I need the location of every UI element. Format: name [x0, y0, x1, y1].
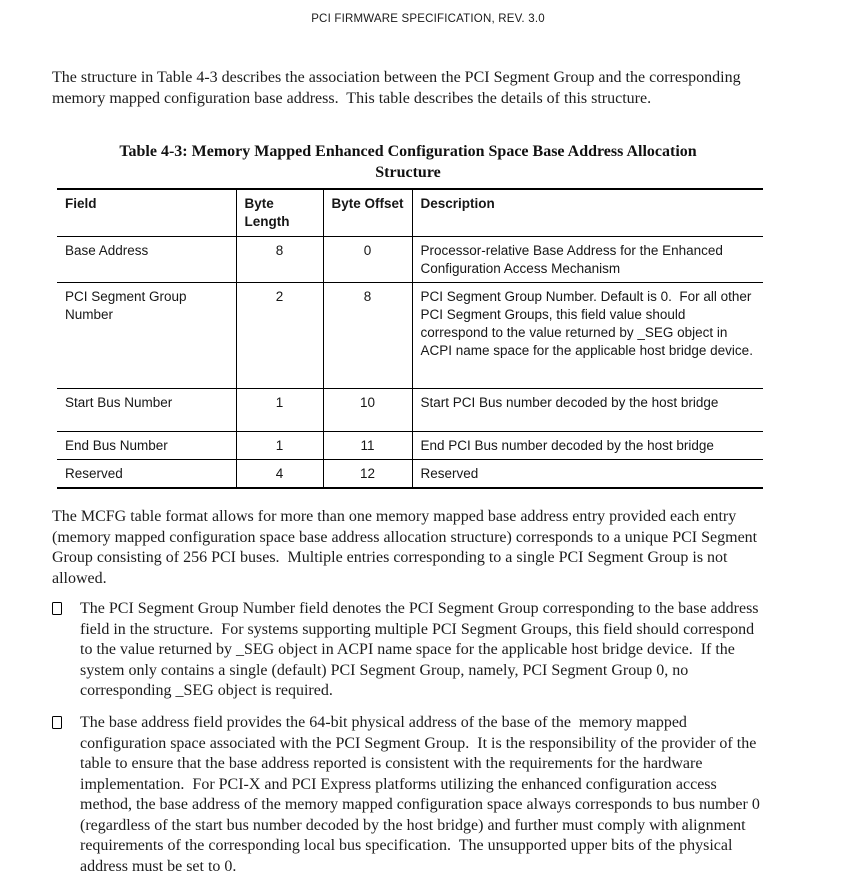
cell-byte-offset: 0 — [323, 236, 412, 282]
structure-table — [57, 188, 763, 489]
running-header: PCI FIRMWARE SPECIFICATION, REV. 3.0 — [311, 13, 545, 25]
open-square-bullet-icon — [52, 599, 80, 615]
cell-description: End PCI Bus number decoded by the host bridge — [412, 431, 763, 459]
cell-description: PCI Segment Group Number. Default is 0. For all other PCI Segment Groups, this field value should correspond to the value returned by _SEG object in ACPI name space for the applicable host bridge device. — [412, 282, 763, 388]
cell-description: Processor-relative Base Address for the Enhanced Configuration Access Mechanism — [412, 236, 763, 282]
bullet-item — [52, 599, 766, 702]
cell-field: Base Address — [65, 242, 149, 258]
table-row — [57, 236, 763, 282]
cell-byte-length: 8 — [236, 236, 323, 282]
table-row — [57, 282, 763, 388]
cell-byte-offset: 12 — [323, 459, 412, 488]
open-square-bullet-icon — [52, 713, 80, 729]
column-header-field: Field — [65, 196, 97, 211]
cell-byte-offset: 10 — [323, 388, 412, 431]
cell-field: Reserved — [65, 465, 123, 481]
cell-description: Start PCI Bus number decoded by the host bridge — [412, 388, 763, 431]
cell-byte-length: 4 — [236, 459, 323, 488]
cell-field: Start Bus Number — [65, 394, 173, 410]
bullet-item — [52, 713, 766, 877]
cell-byte-offset: 8 — [323, 282, 412, 388]
table-row — [57, 431, 763, 459]
table-row — [57, 459, 763, 488]
cell-field: End Bus Number — [65, 437, 168, 453]
table-header-row — [57, 189, 763, 236]
cell-byte-length: 1 — [236, 388, 323, 431]
column-header-byte-length: Byte Length — [236, 189, 323, 236]
cell-byte-length: 1 — [236, 431, 323, 459]
table-caption — [52, 141, 764, 183]
table-caption-line2: Structure — [375, 164, 441, 181]
table-row — [57, 388, 763, 431]
bullet-text: The base address field provides the 64-bit physical address of the base of the memory mapped configuration space associated with the PCI Segment Group. It is the responsibility of the provider of the table to ensure that the base address reported is consistent with the requirements for the hardware implementation. For PCI-X and PCI Express platforms utilizing the enhanced configuration access method, the base address of the memory mapped configuration space always corresponds to bus number 0 (regardless of the start bus number decoded by the host bridge) and further must comply with alignment requirements of the corresponding local bus specification. The unsupported upper bits of the physical address must be set to 0. — [80, 714, 764, 875]
table-caption-line1: Table 4-3: Memory Mapped Enhanced Configuration Space Base Address Allocation — [119, 143, 697, 160]
intro-paragraph: The structure in Table 4-3 describes the association between the PCI Segment Group and the corresponding memory mapped configuration base address. This table describes the details of this structure. — [52, 69, 745, 107]
cell-field: PCI Segment Group Number — [65, 288, 187, 322]
mcfg-paragraph: The MCFG table format allows for more than one memory mapped base address entry provided each entry (memory mapped configuration space base address allocation structure) corresponds to a unique PCI Segment Group consisting of 256 PCI buses. Multiple entries corresponding to a single PCI Segment Group is not allowed. — [52, 508, 762, 587]
cell-description: Reserved — [412, 459, 763, 488]
bullet-text: The PCI Segment Group Number field denotes the PCI Segment Group corresponding to the base address field in the structure. For systems supporting multiple PCI Segment Groups, this field should correspond to the value returned by _SEG object in ACPI name space for the applicable host bridge device. If the system only contains a single (default) PCI Segment Group, namely, PCI Segment Group 0, no corresponding _SEG object is required. — [80, 600, 763, 699]
cell-byte-offset: 11 — [323, 431, 412, 459]
cell-byte-length: 2 — [236, 282, 323, 388]
column-header-byte-offset: Byte Offset — [323, 189, 412, 236]
column-header-description: Description — [412, 189, 763, 236]
